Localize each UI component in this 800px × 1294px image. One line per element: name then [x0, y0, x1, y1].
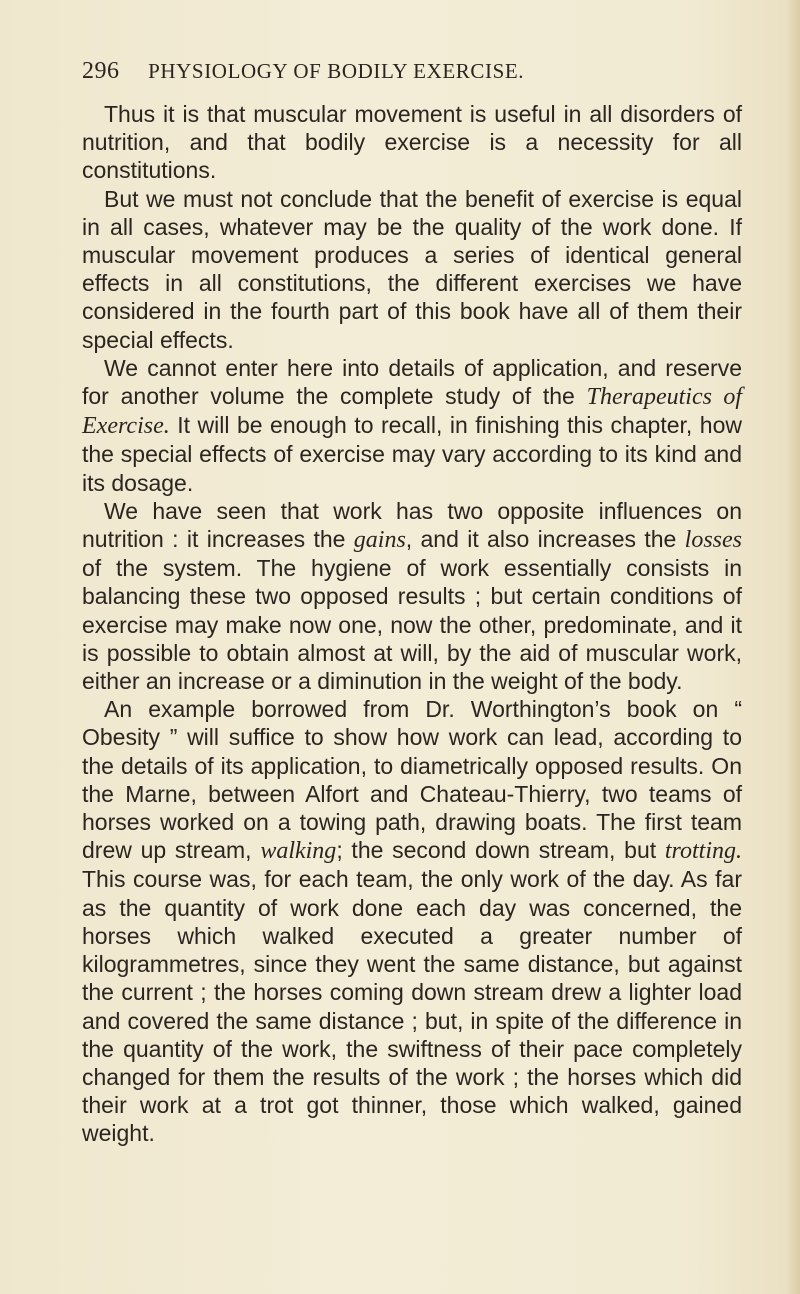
paragraph-4-text-a: We have seen that work has two opposite influences on nutrition : it increases the	[82, 497, 742, 553]
page-edge-shadow	[786, 0, 800, 1294]
paragraph-4-text-b: , and it also increases the	[405, 526, 685, 553]
running-title: PHYSIOLOGY OF BODILY EXERCISE.	[148, 59, 525, 83]
running-header	[82, 58, 722, 92]
italic-book-title: Therapeutics of Exercise.	[82, 384, 742, 440]
page-number: 296	[82, 58, 120, 84]
paragraph-4-text-c: of the system. The hygiene of work essentially consists in balancing these two opposed results ; but certain conditions of exercise may make now one, now the other, predominate, and it is possible to obtain almost at will, by the aid of muscular work, either an increase or a diminution in the weight of the body.	[82, 555, 742, 695]
italic-trotting: trotting.	[664, 838, 742, 865]
paragraph-5-text-a: An example borrowed from Dr. Worthington’s book on “ Obesity ” will suffice to show how work can lead, according to the details of its application, to diametrically opposed results. On the Marne, between Alfort and Chateau-Thierry, two teams of horses worked on a towing path, drawing boats. The first team drew up stream,	[82, 696, 742, 864]
paragraph-5-text-b: ; the second down stream, but	[336, 837, 665, 864]
paragraph-4	[82, 497, 742, 695]
paragraph-5	[82, 695, 742, 1147]
body-text	[82, 100, 742, 1148]
paragraph-5-text-c: This course was, for each team, the only work of the day. As far as the quantity of work done each day was concerned, the horses which walked executed a greater number of kilogrammetres, since they went the same distance, but against the current ; the horses coming down stream drew a lighter load and covered the same distance ; but, in spite of the difference in the quantity of the work, the swiftness of their pace completely changed for them the results of the work ; the horses which did their work at a trot got thinner, those which walked, gained weight.	[82, 866, 742, 1147]
paragraph-3	[82, 354, 742, 497]
paragraph-3-text-b: It will be enough to recall, in finishing this chapter, how the special effects of exercise may vary according to its kind and its dosage.	[82, 412, 742, 496]
italic-walking: walking	[260, 838, 337, 865]
paragraph-1: Thus it is that muscular movement is useful in all disorders of nutrition, and that bodily exercise is a necessity for all constitutions.	[82, 101, 742, 184]
paragraph-2: But we must not conclude that the benefit of exercise is equal in all cases, whatever may be the quality of the work done. If muscular movement produces a series of identical general effects in all constitutions, the different exercises we have considered in the fourth part of this book have all of them their special effects.	[82, 185, 742, 353]
paragraph-3-text-a: We cannot enter here into details of application, and reserve for another volume the complete study of the	[82, 354, 742, 410]
italic-gains: gains	[353, 527, 406, 554]
italic-losses: losses	[684, 527, 742, 554]
